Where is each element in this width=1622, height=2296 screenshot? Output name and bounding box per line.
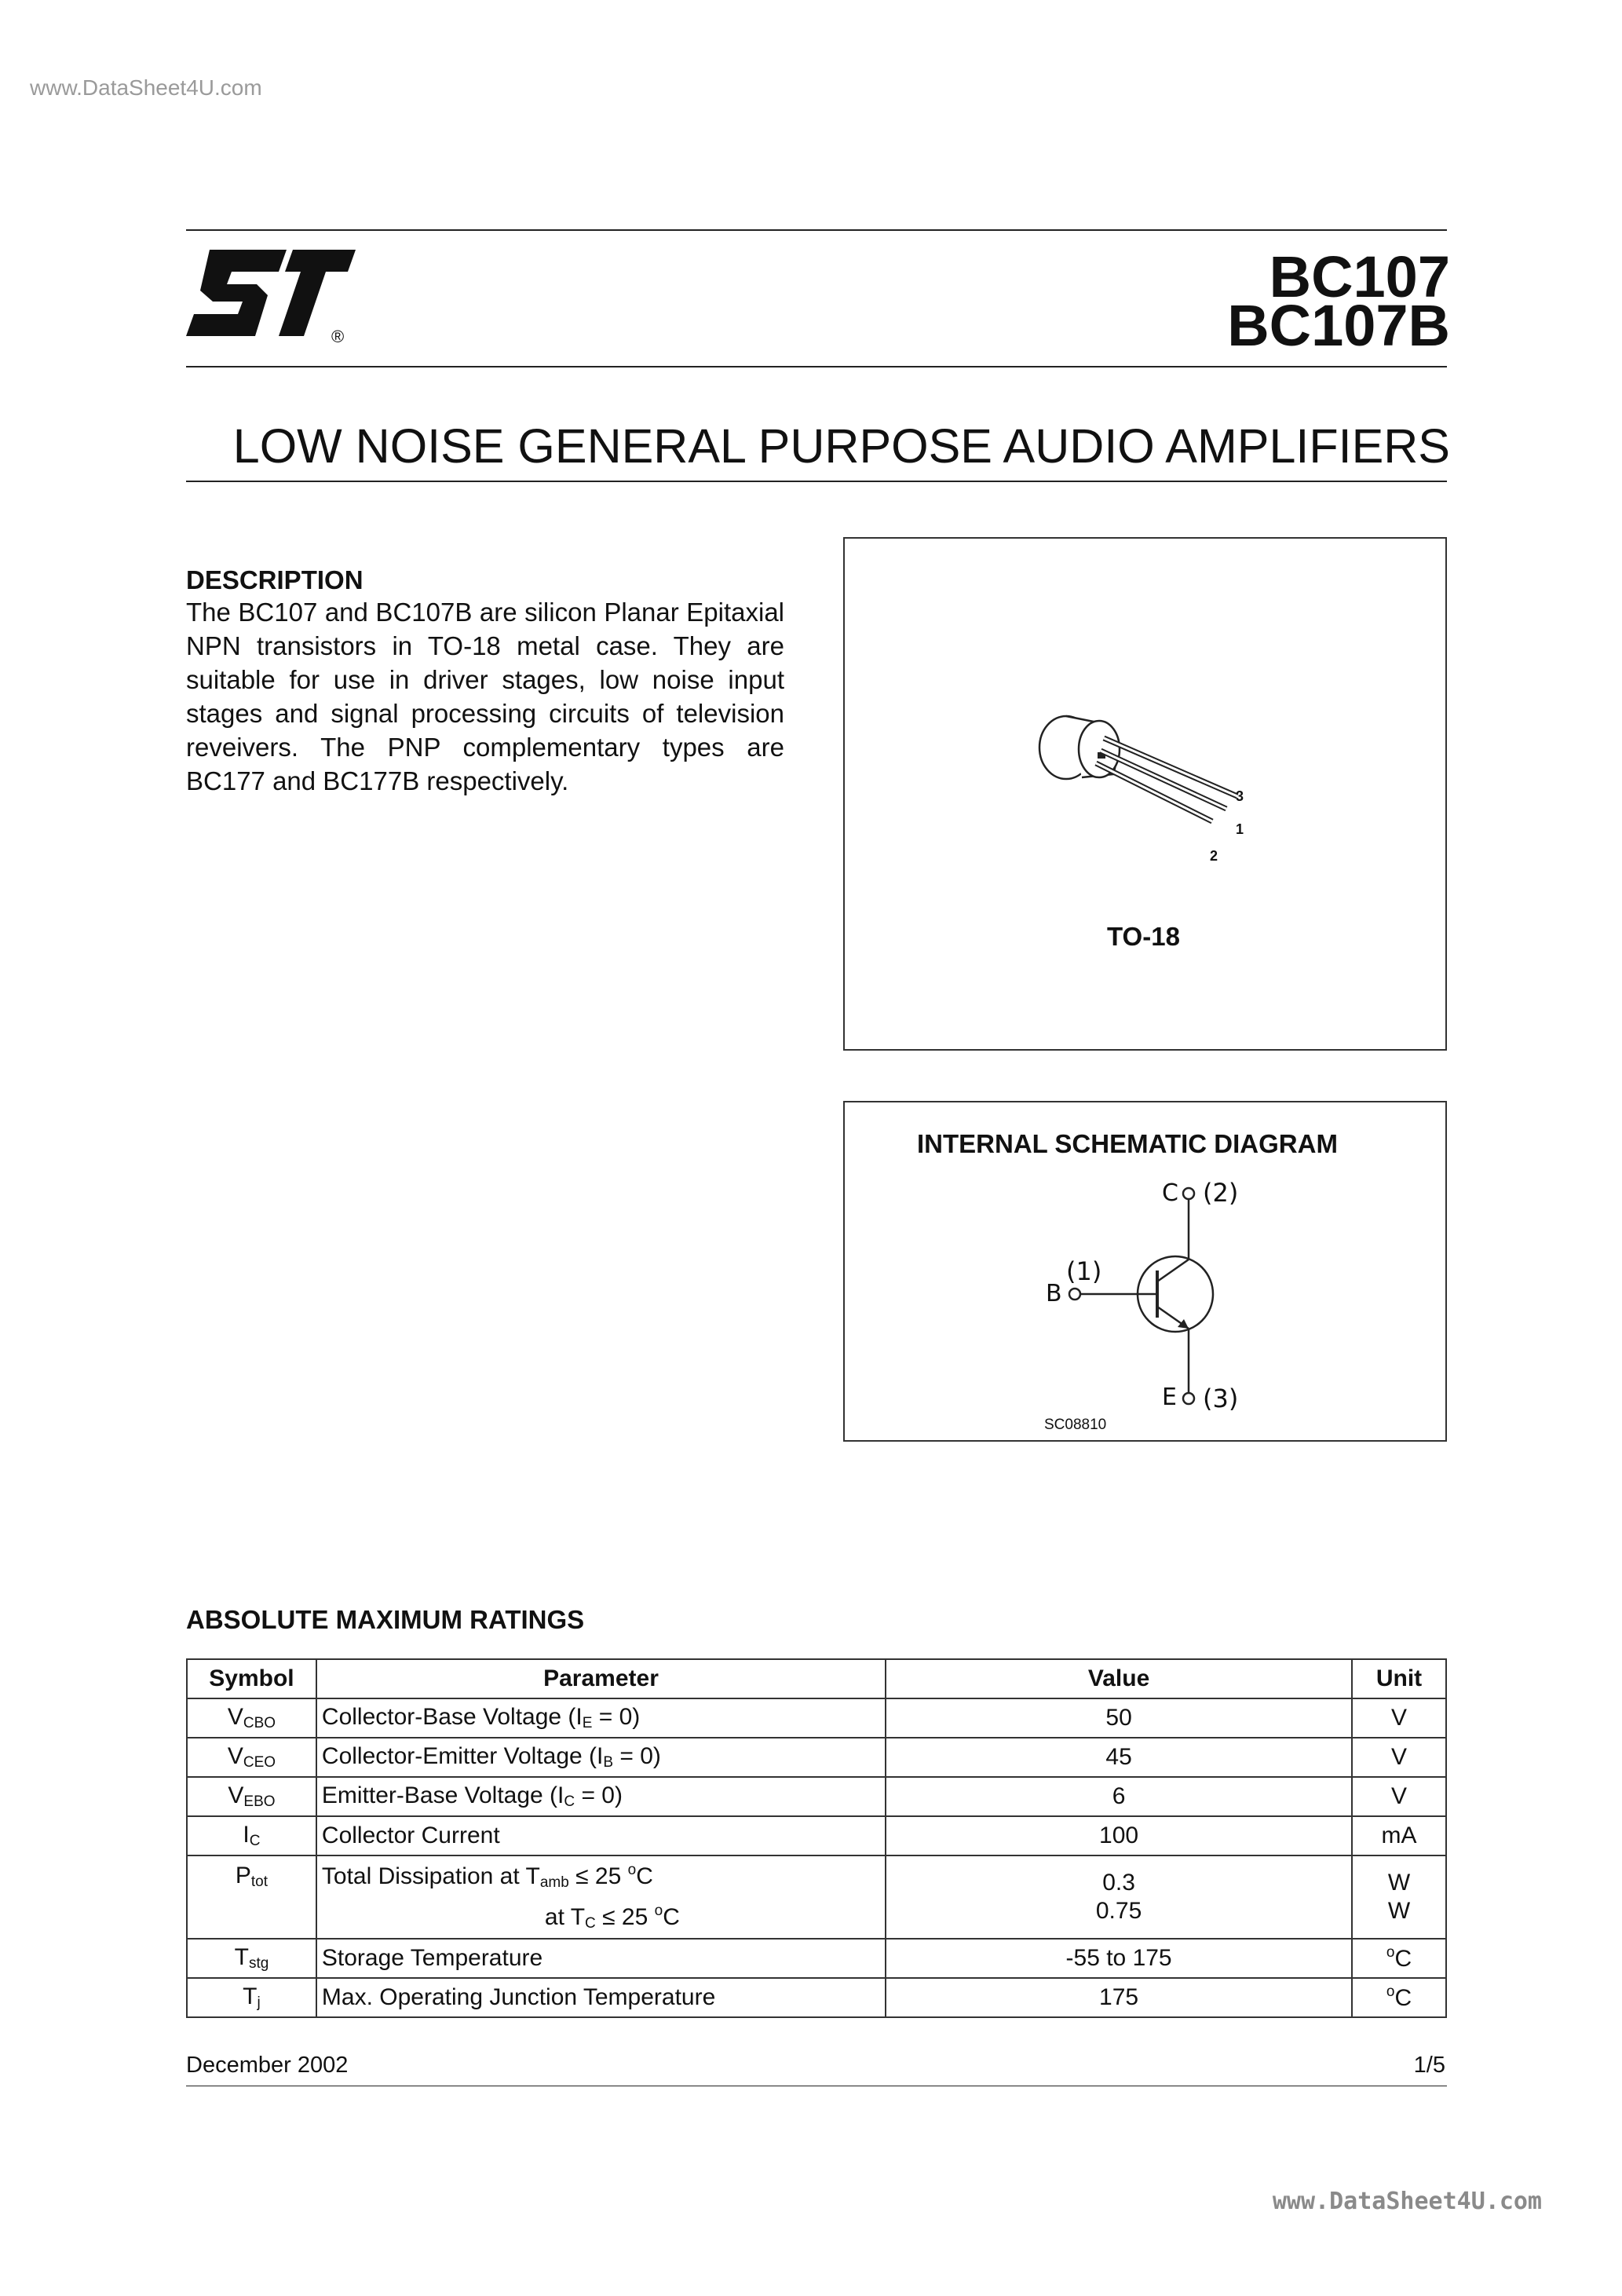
dissipation-line-1: Total Dissipation at $T_{amb} \le 25$ $^o$C: [321, 1862, 653, 1891]
pin-label-2: 2: [1210, 848, 1218, 864]
collector-label: C: [1162, 1179, 1178, 1207]
schematic-box: [843, 1101, 1447, 1442]
parameter-cell: Max. Operating Junction Temperature: [316, 1978, 886, 2017]
registered-mark: ®: [331, 327, 345, 346]
table-header-row: [187, 1659, 1446, 1698]
value-cell: [886, 1855, 1352, 1939]
header-rule-middle: [186, 366, 1447, 367]
table-row: [187, 1978, 1446, 2017]
symbol-cell: $T_{stg}$: [187, 1939, 316, 1978]
table-row: [187, 1777, 1446, 1816]
description-heading: DESCRIPTION: [186, 565, 363, 594]
emitter-label: E: [1162, 1384, 1177, 1411]
table-row: [187, 1855, 1446, 1939]
pin-label-1: 1: [1236, 821, 1244, 837]
value-cell: 6: [886, 1777, 1352, 1816]
table-row: [187, 1698, 1446, 1738]
symbol-cell: $I_C$: [187, 1816, 316, 1855]
unit-cell: mA: [1352, 1816, 1446, 1855]
unit-cell: [1352, 1855, 1446, 1939]
symbol-cell: $P_{tot}$: [187, 1855, 316, 1939]
parameter-cell: [316, 1855, 886, 1939]
parameter-cell: Collector-Emitter Voltage $(I_B = 0)$: [316, 1738, 886, 1777]
pin-label-3: 3: [1236, 788, 1244, 804]
footer-date: December 2002: [186, 2053, 349, 2078]
description-body: The BC107 and BC107B are silicon Planar Epitaxial NPN transistors in TO-18 metal case. They are suitable for use in driver stages, low noise input stages and signal processing circuits of television reveivers. The PNP complementary types are BC177 and BC177B respectively.: [186, 598, 784, 795]
unit-cell: $^o$C: [1352, 1978, 1446, 2017]
col-header-value: Value: [886, 1659, 1352, 1698]
parameter-cell: Emitter-Base Voltage $(I_C = 0)$: [316, 1777, 886, 1816]
collector-pin-label: (2): [1203, 1178, 1239, 1208]
parameter-cell: Collector Current: [316, 1816, 886, 1855]
part-number-2: BC107B: [1227, 293, 1450, 358]
package-box: [843, 537, 1447, 1051]
parameter-cell: Storage Temperature: [316, 1939, 886, 1978]
symbol-cell: $T_j$: [187, 1978, 316, 2017]
unit-cell: V: [1352, 1777, 1446, 1816]
base-pin-label: (1): [1066, 1256, 1102, 1286]
value-line-2: 0.75: [1095, 1898, 1142, 1924]
parameter-cell: Collector-Base Voltage $(I_E = 0)$: [316, 1698, 886, 1738]
unit-cell: V: [1352, 1698, 1446, 1738]
value-cell: 175: [886, 1978, 1352, 2017]
title-underline: [186, 481, 1447, 482]
table-row: [187, 1738, 1446, 1777]
col-header-unit: Unit: [1352, 1659, 1446, 1698]
value-line-1: 0.3: [1102, 1870, 1135, 1896]
watermark-bottom: www.DataSheet4U.com: [1272, 2188, 1542, 2215]
table-row: [187, 1816, 1446, 1855]
header-rule-top: [186, 229, 1447, 231]
document-title: LOW NOISE GENERAL PURPOSE AUDIO AMPLIFIERS: [232, 419, 1450, 473]
dissipation-line-2: at $T_C \le 25$ $^o$C: [544, 1903, 680, 1932]
emitter-pin-label: (3): [1203, 1384, 1239, 1413]
part-number-1: BC107: [1269, 244, 1450, 309]
unit-line-2: W: [1387, 1898, 1411, 1924]
footer-page-number: 1/5: [1413, 2053, 1445, 2078]
unit-cell: $^o$C: [1352, 1939, 1446, 1978]
symbol-cell: $V_{CBO}$: [187, 1698, 316, 1738]
base-label: B: [1046, 1280, 1062, 1307]
col-header-parameter: Parameter: [316, 1659, 886, 1698]
st-logo-mark: [186, 250, 356, 336]
value-cell: 45: [886, 1738, 1352, 1777]
schematic-title: INTERNAL SCHEMATIC DIAGRAM: [917, 1129, 1338, 1158]
package-label: TO-18: [1107, 922, 1180, 951]
unit-cell: V: [1352, 1738, 1446, 1777]
schematic-code: SC08810: [1044, 1417, 1107, 1433]
table-row: [187, 1939, 1446, 1978]
value-cell: 50: [886, 1698, 1352, 1738]
watermark-top: www.DataSheet4U.com: [30, 75, 262, 100]
npn-transistor-symbol: [845, 1102, 1445, 1440]
unit-line-1: W: [1387, 1870, 1411, 1896]
ratings-table: [186, 1658, 1447, 2018]
symbol-cell: $V_{CEO}$: [187, 1738, 316, 1777]
to18-package-drawing: [1025, 704, 1308, 876]
value-cell: 100: [886, 1816, 1352, 1855]
ratings-heading: ABSOLUTE MAXIMUM RATINGS: [186, 1605, 585, 1634]
value-cell: -55 to 175: [886, 1939, 1352, 1978]
col-header-symbol: Symbol: [187, 1659, 316, 1698]
symbol-cell: $V_{EBO}$: [187, 1777, 316, 1816]
